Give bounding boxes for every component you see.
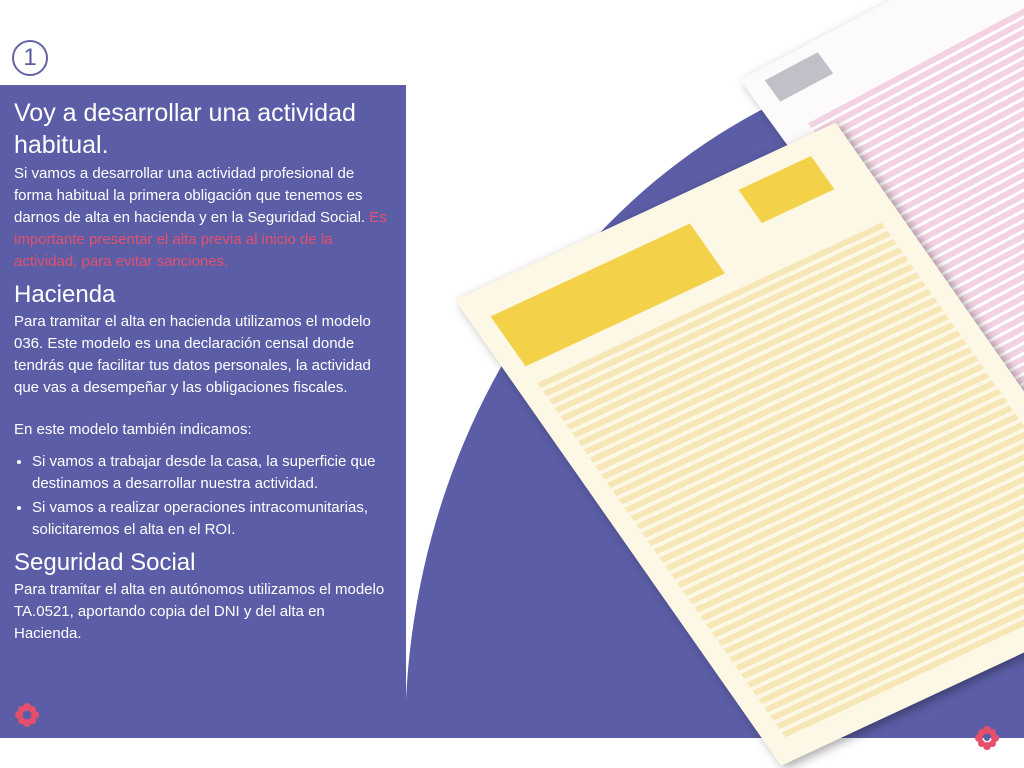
- flower-logo-icon: [974, 725, 1000, 751]
- hacienda-body: Para tramitar el alta en hacienda utilizamos el modelo 036. Este modelo es una declaración censal donde tendrás que facilitar tus datos personales, la actividad que vas a desempeñar y las obligaciones fiscales.: [14, 313, 371, 396]
- intro-warning: Es importante presentar el alta previa al inicio de la actividad, para evitar sanciones.: [14, 209, 387, 270]
- flower-logo-icon: [14, 702, 40, 728]
- hacienda-bullet-list: [14, 451, 392, 541]
- list-item: • Si vamos a trabajar desde la casa, la superficie que destinamos a desarrollar nuestra actividad.: [32, 451, 392, 495]
- intro-body: [14, 163, 392, 273]
- seguridad-social-body: Para tramitar el alta en autónomos utilizamos el modelo TA.0521, aportando copia del DNI y del alta en Hacienda.: [14, 581, 385, 642]
- hacienda-title: Hacienda: [14, 281, 116, 308]
- step-number-badge: 1: [12, 40, 48, 76]
- intro-text: Si vamos a desarrollar una actividad profesional de forma habitual la primera obligación que tenemos es darnos de alta en hacienda y en la Seguridad Social.: [14, 165, 366, 226]
- intro-title: Voy a desarrollar una actividad habitual.: [14, 99, 356, 159]
- hacienda-list-intro: En este modelo también indicamos:: [14, 421, 252, 438]
- seguridad-social-title: Seguridad Social: [14, 549, 196, 576]
- list-item: • Si vamos a realizar operaciones intracomunitarias, solicitaremos el alta en el ROI.: [32, 497, 392, 541]
- form-model-tab: [739, 156, 835, 223]
- ministry-seal: [765, 52, 833, 101]
- brand-logo: [14, 702, 40, 728]
- brand-logo-right: [974, 725, 1000, 756]
- info-panel: [0, 85, 406, 738]
